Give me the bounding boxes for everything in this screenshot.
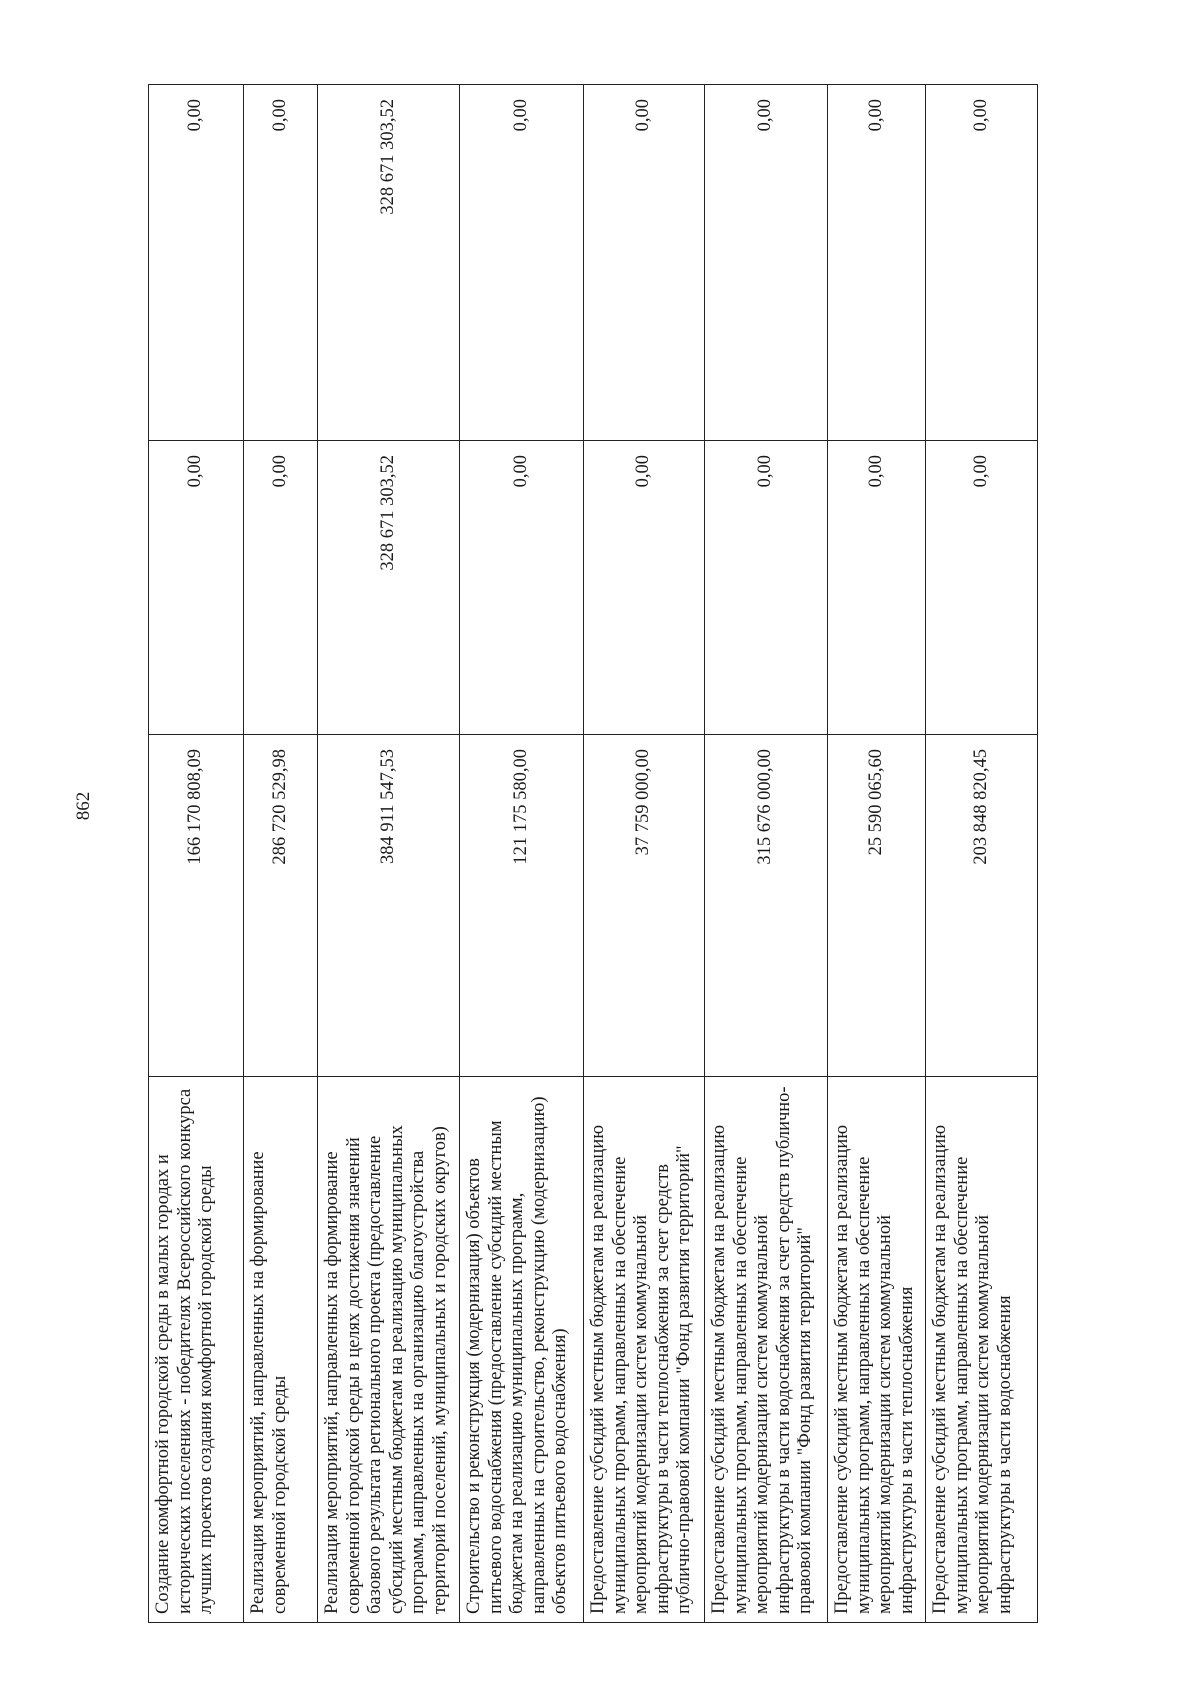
value-cell-1: 25 590 065,60: [828, 735, 926, 1077]
value-cell-2: 0,00: [460, 441, 584, 735]
table-row: [705, 85, 828, 1623]
row-name-cell: Создание комфортной городской среды в малых городах и исторических поселениях - победителях Всероссийского конкурса лучших проектов создания комфортной городской среды: [149, 1077, 244, 1623]
table-row: [926, 85, 1038, 1623]
value-cell-2: 328 671 303,52: [318, 441, 460, 735]
value-cell-3: 0,00: [460, 85, 584, 441]
value-cell-2: 0,00: [705, 441, 828, 735]
value-cell-2: 0,00: [149, 441, 244, 735]
row-name-cell: Предоставление субсидий местным бюджетам на реализацию муниципальных программ, направленных на обеспечение мероприятий модернизации систем коммунальной инфраструктуры в части теплоснабжения: [828, 1077, 926, 1623]
value-cell-2: 0,00: [926, 441, 1038, 735]
budget-table-container: [148, 85, 1037, 1623]
value-cell-3: 0,00: [149, 85, 244, 441]
value-cell-3: 0,00: [584, 85, 705, 441]
value-cell-1: 315 676 000,00: [705, 735, 828, 1077]
value-cell-1: 384 911 547,53: [318, 735, 460, 1077]
value-cell-1: 121 175 580,00: [460, 735, 584, 1077]
table-row: [460, 85, 584, 1623]
row-name-cell: Предоставление субсидий местным бюджетам на реализацию муниципальных программ, направленных на обеспечение мероприятий модернизации систем коммунальной инфраструктуры в части водоснабжения за счет средств публично-правовой компании "Фонд развития территорий": [705, 1077, 828, 1623]
value-cell-3: 0,00: [705, 85, 828, 441]
rotated-table-frame: [148, 85, 1037, 1623]
value-cell-1: 203 848 820,45: [926, 735, 1038, 1077]
value-cell-2: 0,00: [244, 441, 318, 735]
table-row: [828, 85, 926, 1623]
value-cell-1: 166 170 808,09: [149, 735, 244, 1077]
value-cell-1: 37 759 000,00: [584, 735, 705, 1077]
row-name-cell: Реализация мероприятий, направленных на формирование современной городской среды: [244, 1077, 318, 1623]
table-row: [149, 85, 244, 1623]
page-number: 862: [73, 791, 94, 821]
budget-table: [148, 84, 1038, 1623]
table-row: [244, 85, 318, 1623]
value-cell-3: 328 671 303,52: [318, 85, 460, 441]
value-cell-3: 0,00: [926, 85, 1038, 441]
row-name-cell: Строительство и реконструкция (модернизация) объектов питьевого водоснабжения (предоставление субсидий местным бюджетам на реализацию муниципальных программ, направленных на строительство, реконструкцию (модернизацию) объектов питьевого водоснабжения): [460, 1077, 584, 1623]
value-cell-3: 0,00: [244, 85, 318, 441]
value-cell-2: 0,00: [584, 441, 705, 735]
row-name-cell: Реализация мероприятий, направленных на формирование современной городской среды в целях достижения значений базового результата регионального проекта (предоставление субсидий местным бюджетам на реализацию муниципальных программ, направленных на организацию благоустройства территорий поселений, муниципальных и городских округов): [318, 1077, 460, 1623]
table-row: [584, 85, 705, 1623]
value-cell-1: 286 720 529,98: [244, 735, 318, 1077]
value-cell-3: 0,00: [828, 85, 926, 441]
row-name-cell: Предоставление субсидий местным бюджетам на реализацию муниципальных программ, направленных на обеспечение мероприятий модернизации систем коммунальной инфраструктуры в части теплоснабжения за счет средств публично-правовой компании "Фонд развития территорий": [584, 1077, 705, 1623]
row-name-cell: Предоставление субсидий местным бюджетам на реализацию муниципальных программ, направленных на обеспечение мероприятий модернизации систем коммунальной инфраструктуры в части водоснабжения: [926, 1077, 1038, 1623]
value-cell-2: 0,00: [828, 441, 926, 735]
table-row: [318, 85, 460, 1623]
